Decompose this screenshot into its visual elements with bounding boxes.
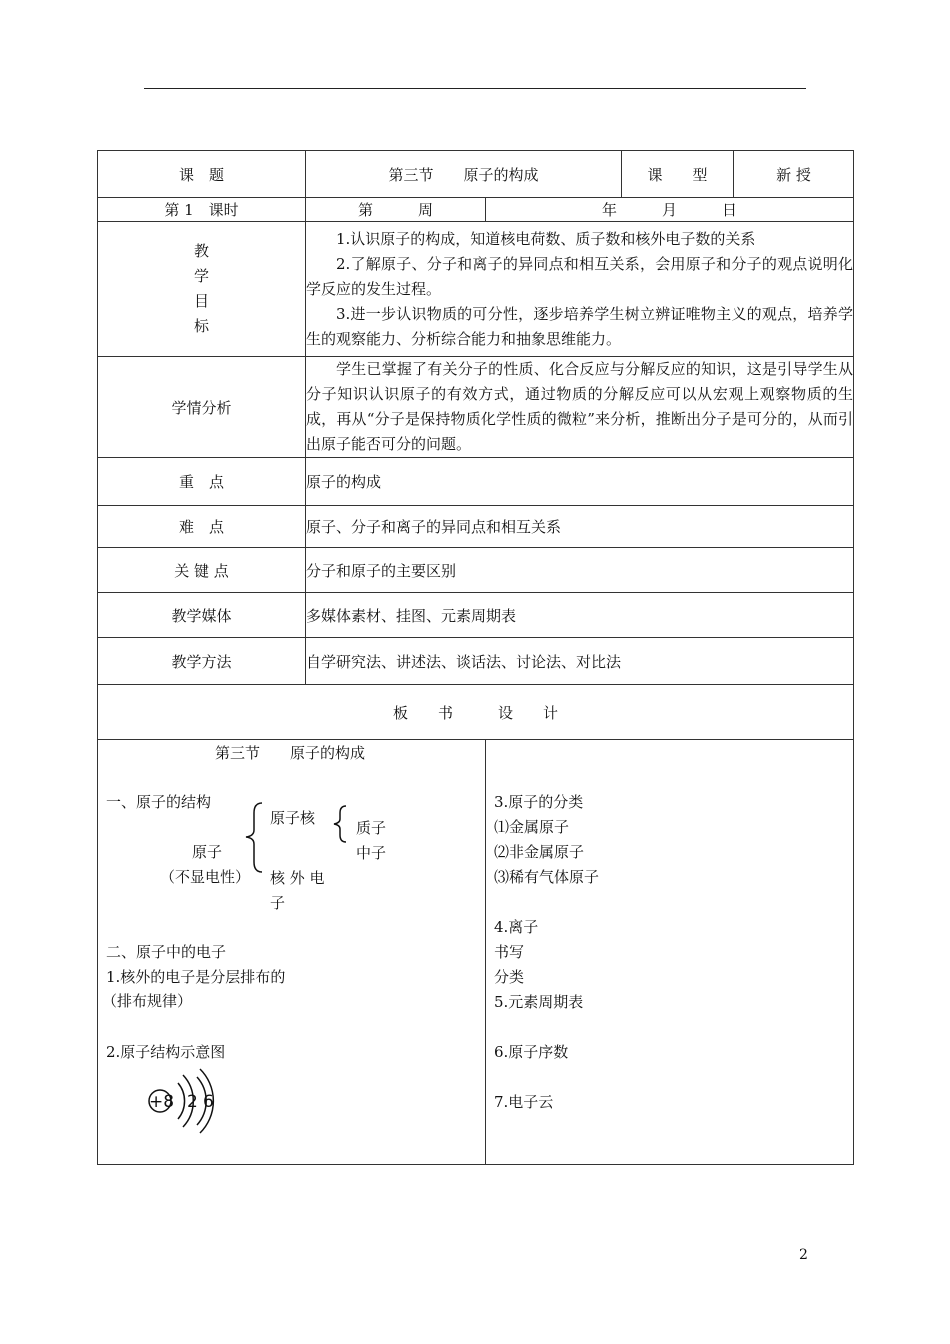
- week-cell: 第 周: [306, 198, 486, 222]
- board-title: 第三节 原子的构成: [215, 744, 366, 762]
- metal-atoms: ⑴金属原子: [494, 818, 570, 836]
- board-left: [98, 740, 486, 1165]
- analysis-label: 学情分析: [98, 357, 306, 458]
- proton-label: 质子: [356, 819, 387, 837]
- lesson-plan-table: [97, 150, 854, 1165]
- media-label: 教学媒体: [98, 593, 306, 638]
- atom-label: 原子: [192, 843, 223, 861]
- goals-content: [306, 222, 854, 357]
- media-value: 多媒体素材、挂图、元素周期表: [306, 593, 854, 638]
- crux-label: 关 键 点: [98, 548, 306, 593]
- diagram-shell-2: 6: [203, 1092, 214, 1112]
- atom-classification: 3.原子的分类: [494, 793, 584, 811]
- analysis-text: 学生已掌握了有关分子的性质、化合反应与分解反应的知识，这是引导学生从分子知识认识原子的有效方式，通过物质的分解反应可以从宏观上观察物质的生成，再从“分子是保持物质化学性质的微粒”来分析，推断出分子是可分的，从而引出原子能否可分的问题。: [306, 360, 854, 453]
- arrangement-rule: （排布规律）: [102, 992, 193, 1010]
- header-rule: [144, 88, 806, 89]
- section-electrons: 二、原子中的电子: [106, 943, 227, 961]
- diagram-nucleus-charge: +8: [149, 1092, 175, 1112]
- electron-layers: 1.核外的电子是分层排布的: [106, 968, 286, 986]
- atomic-number: 6.原子序数: [494, 1043, 569, 1061]
- ion-classification: 分类: [494, 968, 525, 986]
- electron-label-cont: 子: [270, 894, 286, 912]
- section-atom-structure: 一、原子的结构: [106, 793, 212, 811]
- electron-cloud: 7.电子云: [494, 1093, 554, 1111]
- date-cell: 年 月 日: [486, 198, 854, 222]
- method-label: 教学方法: [98, 638, 306, 685]
- key-value: 原子的构成: [306, 458, 854, 506]
- method-value: 自学研究法、讲述法、谈话法、讨论法、对比法: [306, 638, 854, 685]
- nucleus-brace-icon: [326, 804, 350, 844]
- noble-gas-atoms: ⑶稀有气体原子: [494, 868, 600, 886]
- goal-3: 3.进一步认识物质的可分性，逐步培养学生树立辨证唯物主义的观点，培养学生的观察能力、分析综合能力和抽象思维能力。: [306, 304, 854, 348]
- board-right: [486, 740, 854, 1165]
- ions: 4.离子: [494, 918, 539, 936]
- electron-label: 核 外 电: [270, 869, 325, 887]
- atom-structure-diagram: [142, 1066, 222, 1136]
- goal-2: 2.了解原子、分子和离子的异同点和相互关系，会用原子和分子的观点说明化学反应的发生过程。: [306, 254, 854, 298]
- goals-label: 教 学 目 标: [98, 222, 306, 357]
- difficulty-value: 原子、分子和离子的异同点和相互关系: [306, 506, 854, 548]
- period-cell: 第 1 课时: [98, 198, 306, 222]
- key-label: 重 点: [98, 458, 306, 506]
- analysis-content: [306, 357, 854, 458]
- neutron-label: 中子: [356, 844, 387, 862]
- periodic-table: 5.元素周期表: [494, 993, 584, 1011]
- page-number: 2: [799, 1247, 808, 1263]
- board-design-title: 板 书 设 计: [98, 685, 854, 740]
- neutral-note: （不显电性）: [160, 868, 251, 886]
- type-label: 课 型: [622, 151, 734, 198]
- diagram-shell-1: 2: [187, 1092, 198, 1112]
- crux-value: 分子和原子的主要区别: [306, 548, 854, 593]
- nucleus-label: 原子核: [270, 809, 316, 827]
- type-value: 新 授: [734, 151, 854, 198]
- difficulty-label: 难 点: [98, 506, 306, 548]
- topic-value: 第三节 原子的构成: [306, 151, 622, 198]
- goal-1: 1.认识原子的构成，知道核电荷数、质子数和核外电子数的关系: [336, 229, 756, 248]
- structure-diagram-label: 2.原子结构示意图: [106, 1043, 226, 1061]
- topic-label: 课 题: [98, 151, 306, 198]
- left-brace-icon: [236, 800, 266, 875]
- nonmetal-atoms: ⑵非金属原子: [494, 843, 585, 861]
- ion-writing: 书写: [494, 943, 525, 961]
